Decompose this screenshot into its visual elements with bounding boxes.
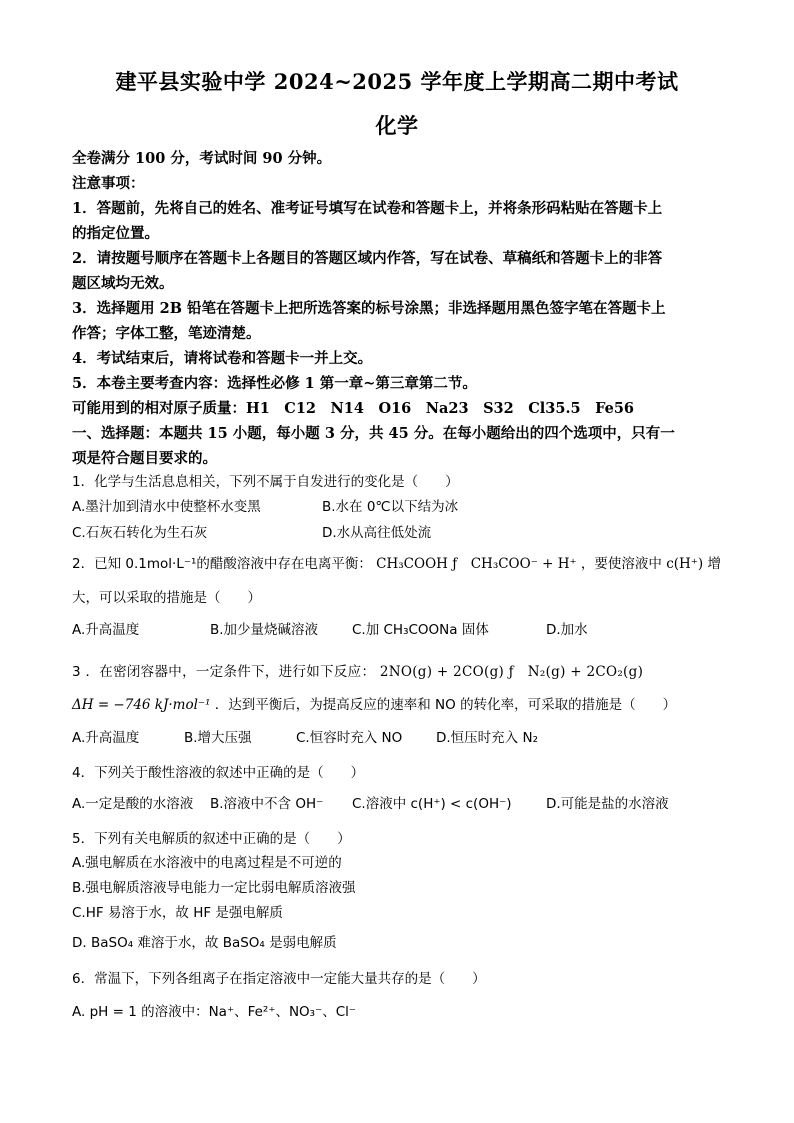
q1-stem: 1．化学与生活息息相关，下列不属于自发进行的变化是（ ） <box>72 474 459 490</box>
q2-option-c: C.加 CH₃COONa 固体 <box>352 622 489 638</box>
note-line: 4．考试结束后，请将试卷和答题卡一并上交。 <box>72 350 373 367</box>
q4-stem: 4．下列关于酸性溶液的叙述中正确的是（ ） <box>72 765 365 781</box>
q1-option-a: A.墨汁加到清水中使整杯水变黑 <box>72 499 261 515</box>
q2-option-a: A.升高温度 <box>72 622 140 638</box>
q2-option-b: B.加少量烧碱溶液 <box>210 622 319 638</box>
note-line: 1．答题前，先将自己的姓名、准考证号填写在试卷和答题卡上，并将条形码粘贴在答题卡上 <box>72 200 663 217</box>
q1-option-d: D.水从高往低处流 <box>322 525 432 541</box>
note-line: 题区域均无效。 <box>72 275 174 292</box>
note-line: 3．选择题用 2B 铅笔在答题卡上把所选答案的标号涂黑；非选择题用黑色签字笔在答题卡上 <box>72 300 666 317</box>
q4-option-a: A.一定是酸的水溶液 <box>72 796 194 812</box>
q2-stem-mid: ，要使溶液中 <box>580 556 662 572</box>
section-title: 一、选择题：本题共 15 小题，每小题 3 分，共 45 分。在每小题给出的四个选项中，只有一 <box>72 425 675 442</box>
note-line: 的指定位置。 <box>72 225 159 242</box>
q2-stem-line1 <box>72 553 732 575</box>
q2-concentration: c(H⁺) <box>666 556 704 572</box>
q2-option-d: D.加水 <box>546 622 588 638</box>
exam-title: 建平县实验中学 2024~2025 学年度上学期高二期中考试 <box>115 69 679 94</box>
q3-option-a: A.升高温度 <box>72 730 140 746</box>
q2-stem-end: 增 <box>707 556 721 572</box>
note-line: 作答；字体工整，笔迹清楚。 <box>72 325 261 342</box>
q4-option-d: D.可能是盐的水溶液 <box>546 796 669 812</box>
q3-option-d: D.恒压时充入 N₂ <box>436 730 538 746</box>
q5-stem: 5．下列有关电解质的叙述中正确的是（ ） <box>72 831 351 847</box>
q2-stem-pre: 2．已知 0.1mol·L⁻¹的醋酸溶液中存在电离平衡： <box>72 556 372 572</box>
notes-title: 注意事项： <box>72 175 145 192</box>
q4-option-b: B.溶液中不含 OH⁻ <box>210 796 324 812</box>
q1-option-c: C.石灰石转化为生石灰 <box>72 525 208 541</box>
q5-option-a: A.强电解质在水溶液中的电离过程是不可逆的 <box>72 855 342 871</box>
note-line: 5．本卷主要考查内容：选择性必修 1 第一章~第三章第二节。 <box>72 375 477 392</box>
q1-option-b: B.水在 0℃以下结为冰 <box>322 499 459 515</box>
q3-option-c: C.恒容时充入 NO <box>296 730 403 746</box>
q3-stem-line1 <box>72 661 732 683</box>
q2-stem-line2: 大，可以采取的措施是（ ） <box>72 590 261 606</box>
q6-option-a: A. pH = 1 的溶液中：Na⁺、Fe²⁺、NO₃⁻、Cl⁻ <box>72 1004 357 1020</box>
q5-option-d: D. BaSO₄ 难溶于水，故 BaSO₄ 是弱电解质 <box>72 935 337 951</box>
q3-stem-text: ．达到平衡后，为提高反应的速率和 NO 的转化率，可采取的措施是（ ） <box>214 697 677 713</box>
score-line: 全卷满分 100 分，考试时间 90 分钟。 <box>72 150 332 167</box>
q4-option-c: C.溶液中 c(H⁺) < c(OH⁻) <box>352 796 512 812</box>
note-line: 2．请按题号顺序在答题卡上各题目的答题区域内作答，写在试卷、草稿纸和答题卡上的非答 <box>72 250 663 267</box>
q3-stem-pre: 3 ．在密闭容器中，一定条件下，进行如下反应： <box>72 664 376 680</box>
atomic-mass-line: 可能用到的相对原子质量：H1 C12 N14 O16 Na23 S32 Cl35.5 Fe56 <box>72 400 634 417</box>
q5-option-b: B.强电解质溶液导电能力一定比弱电解质溶液强 <box>72 880 356 896</box>
q3-option-b: B.增大压强 <box>184 730 252 746</box>
q3-stem-line2 <box>72 694 732 716</box>
q2-equation: CH₃COOH ƒ CH₃COO⁻ + H⁺ <box>376 556 577 572</box>
subject-title: 化学 <box>375 113 419 138</box>
q6-stem: 6．常温下，下列各组离子在指定溶液中一定能大量共存的是（ ） <box>72 971 486 987</box>
q5-option-c: C.HF 易溶于水，故 HF 是强电解质 <box>72 905 283 921</box>
q3-enthalpy: ΔH = −746 kJ·mol⁻¹ <box>72 697 211 713</box>
section-title-cont: 项是符合题目要求的。 <box>72 450 217 467</box>
q3-equation: 2NO(g) + 2CO(g) ƒ N₂(g) + 2CO₂(g) <box>379 664 644 680</box>
